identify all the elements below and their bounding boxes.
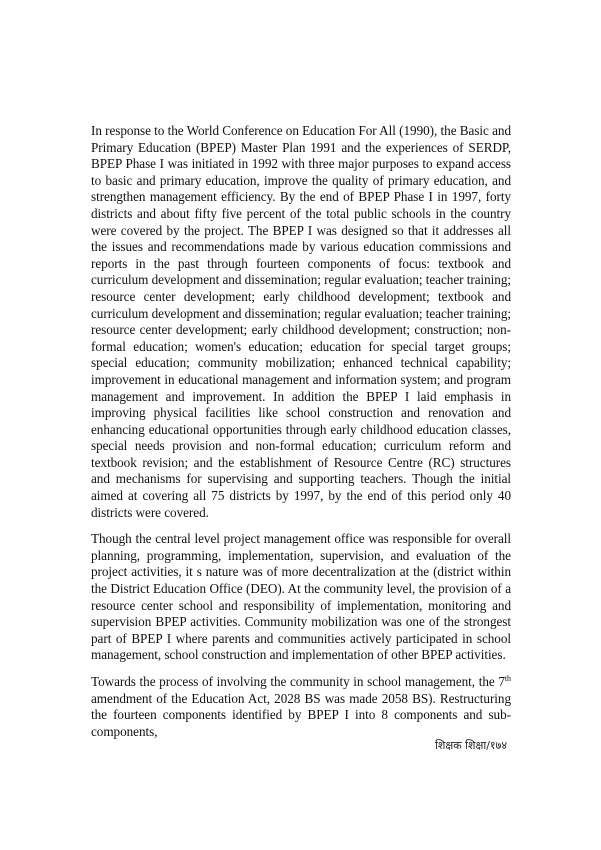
paragraph-text-before-superscript: Towards the process of involving the community in school management, the 7 xyxy=(91,674,505,689)
paragraph-education-act-amendment xyxy=(91,674,511,740)
ordinal-superscript: th xyxy=(504,674,511,683)
paragraph-bpep-intro: In response to the World Conference on Education For All (1990), the Basic and Primary Education (BPEP) Master Plan 1991 and the experiences of SERDP, BPEP Phase I was initiated in 1992 with three major purposes to expand access to basic and primary education, improve the quality of primary education, and strengthen management efficiency. By the end of BPEP Phase I in 1997, forty districts and about fifty five percent of the total public schools in the country were covered by the project. The BPEP I was designed so that it addresses all the issues and recommendations made by various education commissions and reports in the past through fourteen components of focus: textbook and curriculum development and dissemination; regular evaluation; teacher training; resource center development; early childhood development; textbook and curriculum development and dissemination; regular evaluation; teacher training; resource center development; early childhood development; construction; non-formal education; women's education; education for special target groups; special education; community mobilization; enhanced technical capability; improvement in educational management and information system; and program management and improvement. In addition the BPEP I laid emphasis in improving physical facilities like school construction and renovation and enhancing educational opportunities through early childhood education classes, special needs provision and non-formal education; curriculum reform and textbook revision; and the establishment of Resource Centre (RC) structures and mechanisms for supervising and supporting teachers. Though the initial aimed at covering all 75 districts by 1997, by the end of this period only 40 districts were covered. xyxy=(91,123,511,520)
paragraph-text-after-superscript: amendment of the Education Act, 2028 BS was made 2058 BS). Restructuring the fourteen components identified by BPEP I into 8 components and sub-components, xyxy=(91,690,511,739)
paragraph-management-decentralization: Though the central level project management office was responsible for overall planning, programming, implementation, supervision, and evaluation of the project activities, it s nature was of more decentralization at the (district within the District Education Office (DEO). At the community level, the provision of a resource center school and responsibility of implementation, monitoring and supervision BPEP activities. Community mobilization was one of the strongest part of BPEP I where parents and communities actively participated in school management, school construction and implementation of other BPEP activities. xyxy=(91,531,511,663)
page-footer-running-title: शिक्षक शिक्षा/१७४ xyxy=(435,739,508,752)
body-text xyxy=(91,123,511,750)
